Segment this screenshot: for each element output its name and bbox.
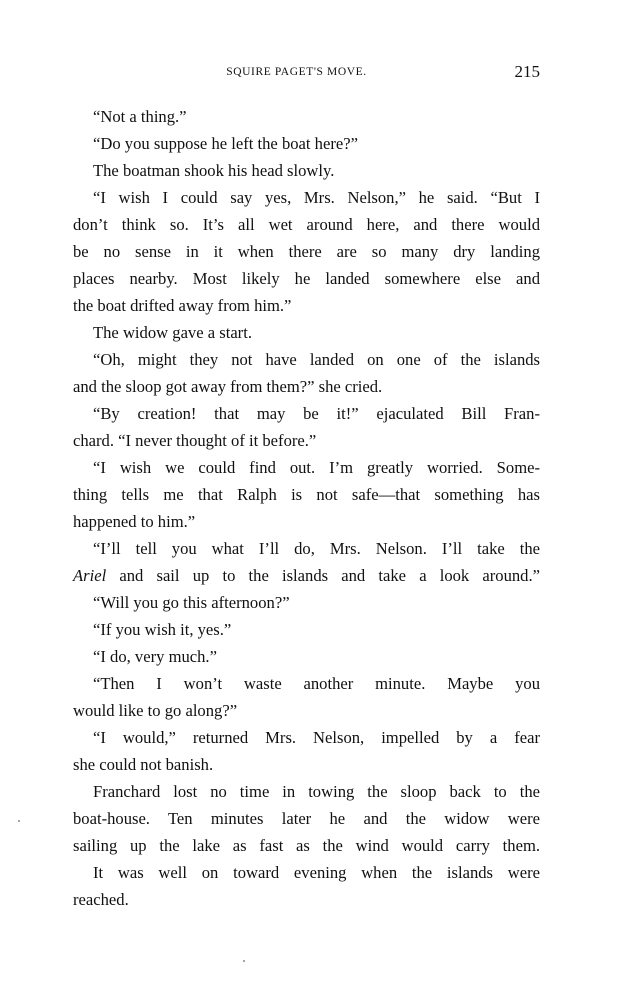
text-line: chard. “I never thought of it before.” (73, 431, 317, 450)
text-line: sailing up the lake as fast as the wind would carry them. (73, 836, 540, 855)
text-line: she could not banish. (73, 755, 214, 774)
text-line: “By creation! that may be it!” ejaculated Bill Fran- (93, 404, 540, 423)
text-line: The widow gave a start. (93, 323, 252, 342)
text-line: “Will you go this afternoon?” (93, 593, 290, 612)
text-line: “Oh, might they not have landed on one of the islands (93, 350, 540, 369)
text-line: places nearby. Most likely he landed somewhere else and (73, 269, 540, 288)
text-line: the boat drifted away from him.” (73, 296, 292, 315)
text-line: It was well on toward evening when the islands were (93, 863, 540, 882)
text-line: “I wish we could find out. I’m greatly worried. Some- (93, 458, 540, 477)
text-line: “I wish I could say yes, Mrs. Nelson,” he said. “But I (93, 188, 540, 207)
text-line (53, 562, 540, 589)
text-line: “I’ll tell you what I’ll do, Mrs. Nelson. I’ll take the (93, 539, 540, 558)
text-line: “Do you suppose he left the boat here?” (93, 134, 358, 153)
book-page (53, 62, 540, 913)
text-line: be no sense in it when there are so many dry landing (73, 242, 540, 261)
text-line: reached. (73, 890, 129, 909)
page-number: 215 (514, 62, 540, 81)
paper-speck (18, 820, 20, 822)
text-line: The boatman shook his head slowly. (93, 161, 335, 180)
text-line: “If you wish it, yes.” (93, 620, 232, 639)
text-line: “I would,” returned Mrs. Nelson, impelled by a fear (93, 728, 540, 747)
text-line: and the sloop got away from them?” she cried. (73, 377, 383, 396)
text-line: “I do, very much.” (93, 647, 217, 666)
text-line: boat-house. Ten minutes later he and the widow were (73, 809, 540, 828)
text-line: “Then I won’t waste another minute. Maybe you (93, 674, 540, 693)
text-line: would like to go along?” (73, 701, 238, 720)
text-line: don’t think so. It’s all wet around here, and there would (73, 215, 540, 234)
text-line: happened to him.” (73, 512, 196, 531)
body-text (53, 103, 540, 913)
text-fragment: and sail up to the islands and take a look around.” (106, 566, 540, 585)
page-header (53, 62, 540, 84)
text-line: “Not a thing.” (93, 107, 187, 126)
text-line: Franchard lost no time in towing the sloop back to the (93, 782, 540, 801)
ship-name: Ariel (73, 566, 107, 585)
running-head: SQUIRE PAGET'S MOVE. (226, 66, 367, 78)
paper-speck (243, 960, 245, 962)
text-line: thing tells me that Ralph is not safe—that something has (73, 485, 540, 504)
